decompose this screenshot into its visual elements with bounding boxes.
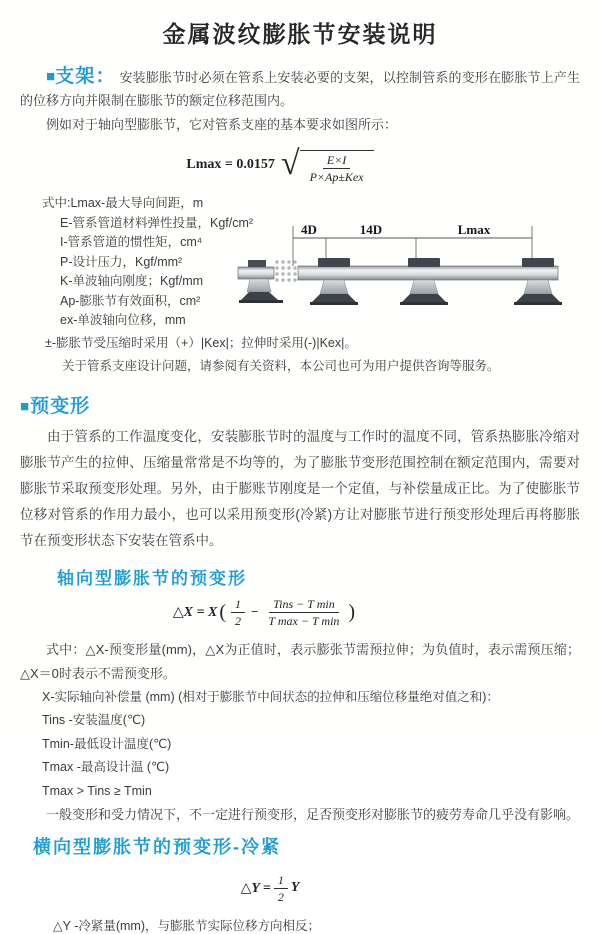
anchor-stub-pipe: [238, 267, 274, 279]
dimension-label-14d: 14D: [359, 222, 383, 237]
axial-note-line: 一般变形和受力情况下，不一定进行预变形，足否预变形对膨胀节的疲劳寿命几乎没有影响。: [46, 807, 580, 822]
support-intro-paragraph: [20, 65, 580, 112]
definition-line: K-单波轴向刚度；Kgf/mm: [60, 274, 204, 288]
tmin-line: Tmin-最低设计温度(℃): [42, 736, 172, 751]
pipe-support: [400, 258, 448, 305]
lmax-formula: [20, 146, 540, 184]
lmax-formula-numerator: E×I: [323, 153, 350, 169]
radical-sign: √ $\frac{E\times I}{\text{P×Ap±Kex}}$: [281, 146, 374, 184]
section-square-icon: ■: [20, 397, 31, 415]
definition-line: I-管系管道的惯性矩，cm⁴: [60, 235, 203, 249]
definition-line: 式中:Lmax-最大导向间距，m: [42, 196, 204, 210]
definition-line: P-设计压力，Kgf/mm²: [60, 254, 183, 269]
pipe: [298, 266, 558, 280]
x-definition-line: X-实际轴向补偿量 (mm) (相对于膨胀节中间状态的拉伸和压缩位移量绝对值之和)：: [42, 689, 499, 704]
axial-formula-lhs: △X = X: [172, 604, 218, 620]
predeform-body-paragraph: 由于管系的工作温度变化，安装膨胀节时的温度与工作时的温度不同，管系热膨胀冷缩对膨胀节产生的拉伸、压缩量常常是不均等的，为了膨胀节变形范围控制在额定范围内，需要对膨胀节采取预变形处理。另外，由于膨账节刚度是一个定值，与补偿量成正比。为了使膨胀节位移对管系的作用力最小，也可以采用预变形(冷紧)方让对膨胀节进行预变形处理后再将膨胀节在预变形状态下安装在管系中。: [20, 428, 580, 548]
tmax-line: Tmax -最高设计温 (℃): [42, 760, 170, 774]
pipe-support: [514, 258, 562, 305]
support-example-line: 例如对于轴向型膨胀节，它对管系支座的基本要求如图所示：: [46, 117, 398, 132]
predeform-section-heading: ■预变形: [20, 395, 91, 417]
tins-line: Tins -安装温度(℃): [42, 713, 146, 727]
pipe-support-diagram-svg: [236, 220, 598, 320]
axial-formula: [20, 597, 510, 628]
pipe-support-diagram: [236, 220, 598, 320]
lmax-formula-lhs: Lmax = 0.0157: [186, 157, 275, 172]
sign-note-line: ±-膨胀节受压缩时采用（+）|Kex|；拉伸时采用(-)|Kex|。: [45, 335, 357, 350]
pipe-support: [310, 258, 358, 305]
definitions-and-diagram: [20, 194, 580, 331]
axial-explain-paragraph: 式中：△X-预变形量(mm)，△X为正值时，表示膨张节需预拉伸；为负值时，表示需预压缩；△X＝0时表示不需预变形。: [20, 641, 580, 681]
temperature-fraction: $\frac{\text{Tins − T min}}{\text{T max − T min}}$: [268, 596, 340, 628]
section-square-icon: ■: [46, 68, 56, 85]
temperature-inequality-line: Tmax > Tins ≥ Tmin: [42, 783, 152, 798]
definition-line: Ap-膨胀节有效面积，cm²: [60, 293, 201, 308]
consult-note-line: 关于管系支座设计问题，请参阅有关资料，本公司也可为用户提供咨询等服务。: [62, 358, 500, 373]
lateral-formula: [20, 873, 520, 904]
support-section-heading: 支架：: [55, 66, 116, 87]
close-paren: ): [348, 601, 356, 623]
axial-subsection-heading: 轴向型膨胀节的预变形: [57, 568, 247, 588]
dimension-label-4d: 4D: [301, 222, 317, 237]
support-intro-text: 安装膨胀节时必须在管系上安装必要的支架，以控制管系的变形在膨胀节上产生的位移方向并限制在膨胀节的额定位移范围内。: [20, 70, 580, 108]
lateral-subsection-heading: 横向型膨胀节的预变形-冷紧: [33, 836, 281, 857]
lateral-formula-rhs: Y: [290, 880, 300, 895]
lateral-formula-lhs: △Y =: [240, 880, 271, 896]
dimension-label-lmax: Lmax: [457, 222, 491, 237]
one-half-fraction: $\frac{1}{2}$: [274, 873, 288, 904]
page-title: 金属波纹膨胀节安装说明: [162, 21, 438, 47]
lateral-explain-line: △Y -冷紧量(mm)，与膨胀节实际位移方向相反；: [53, 918, 321, 933]
minus-operator: −: [250, 604, 259, 619]
lmax-formula-denominator: P×Ap±Kex: [309, 170, 364, 184]
definition-line: ex-单波轴向位移，mm: [60, 313, 186, 327]
one-half-fraction: $\frac{1}{2}$: [231, 597, 245, 628]
open-paren: (: [219, 601, 226, 623]
definition-line: E-管系管道材料弹性投量，Kgf/cm²: [60, 215, 254, 230]
lmax-formula-fraction: [306, 153, 368, 184]
